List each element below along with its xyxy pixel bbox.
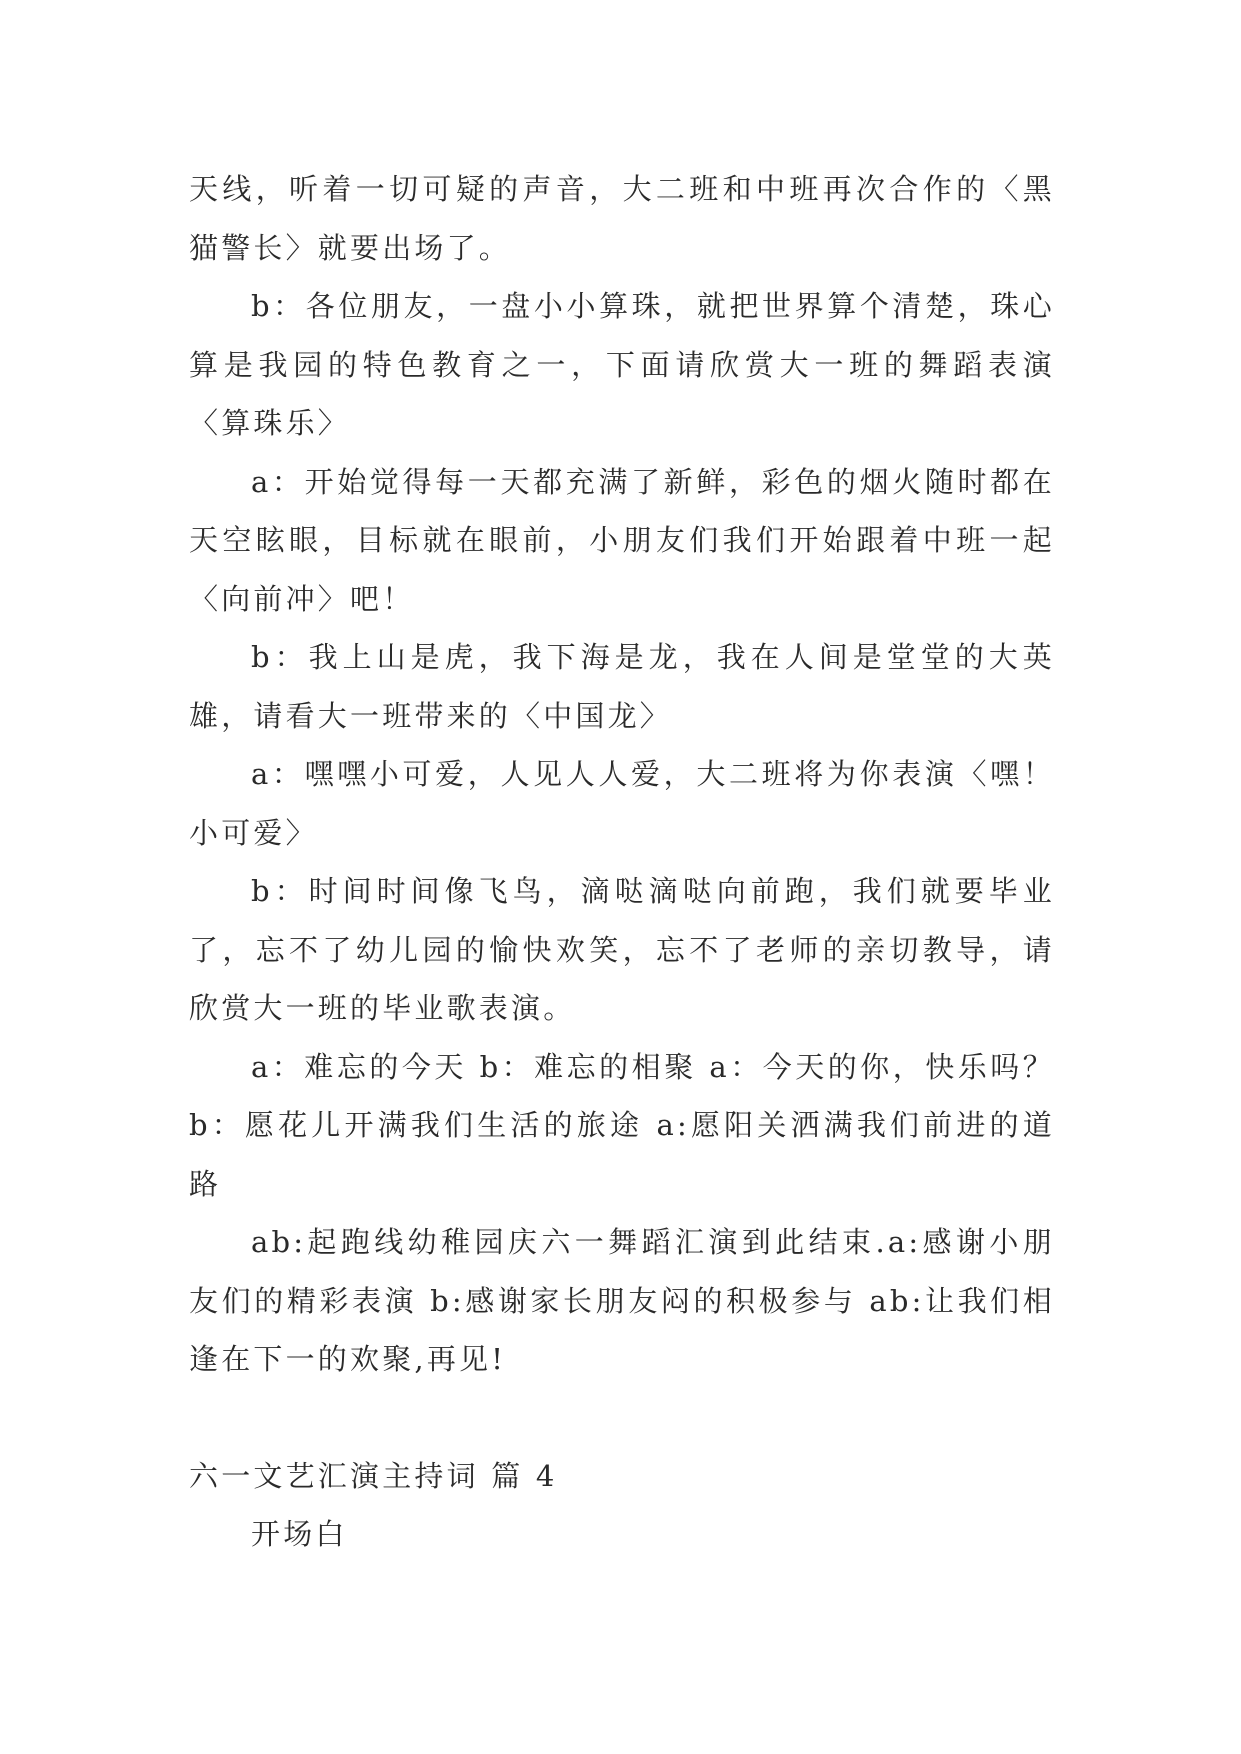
paragraph-graduation-song: b：时间时间像飞鸟，滴哒滴哒向前跑，我们就要毕业了，忘不了幼儿园的愉快欢笑，忘不了老师的亲切教导，请欣赏大一班的毕业歌表演。 bbox=[189, 874, 1055, 1025]
opening-subheading: 开场白 bbox=[251, 1517, 348, 1551]
paragraph-chinese-dragon: b：我上山是虎，我下海是龙，我在人间是堂堂的大英雄，请看大一班带来的〈中国龙〉 bbox=[189, 640, 1055, 733]
paragraph-unforgettable-day: a：难忘的今天 b：难忘的相聚 a：今天的你，快乐吗？b：愿花儿开满我们生活的旅途 a:愿阳关洒满我们前进的道路 bbox=[189, 1049, 1055, 1201]
section-spacer bbox=[189, 1389, 1055, 1447]
paragraph-closing: ab:起跑线幼稚园庆六一舞蹈汇演到此结束.a:感谢小朋友们的精彩表演 b:感谢家长朋友闷的积极参与 ab:让我们相逢在下一的欢聚,再见! bbox=[189, 1225, 1055, 1376]
document-body bbox=[189, 160, 1055, 1564]
paragraph-charge-forward: a：开始觉得每一天都充满了新鲜，彩色的烟火随时都在天空眩眼，目标就在眼前，小朋友们我们开始跟着中班一起〈向前冲〉吧！ bbox=[189, 464, 1055, 616]
section-heading: 六一文艺汇演主持词 篇 4 bbox=[189, 1458, 558, 1493]
paragraph-abacus: b：各位朋友，一盘小小算珠，就把世界算个清楚，珠心算是我园的特色教育之一，下面请欣赏大一班的舞蹈表演〈算珠乐〉 bbox=[189, 289, 1055, 440]
paragraph-black-cat: 天线，听着一切可疑的声音，大二班和中班再次合作的〈黑猫警长〉就要出场了。 bbox=[189, 172, 1055, 265]
paragraph-little-cutie: a：嘿嘿小可爱，人见人人爱，大二班将为你表演〈嘿！小可爱〉 bbox=[189, 757, 1055, 850]
